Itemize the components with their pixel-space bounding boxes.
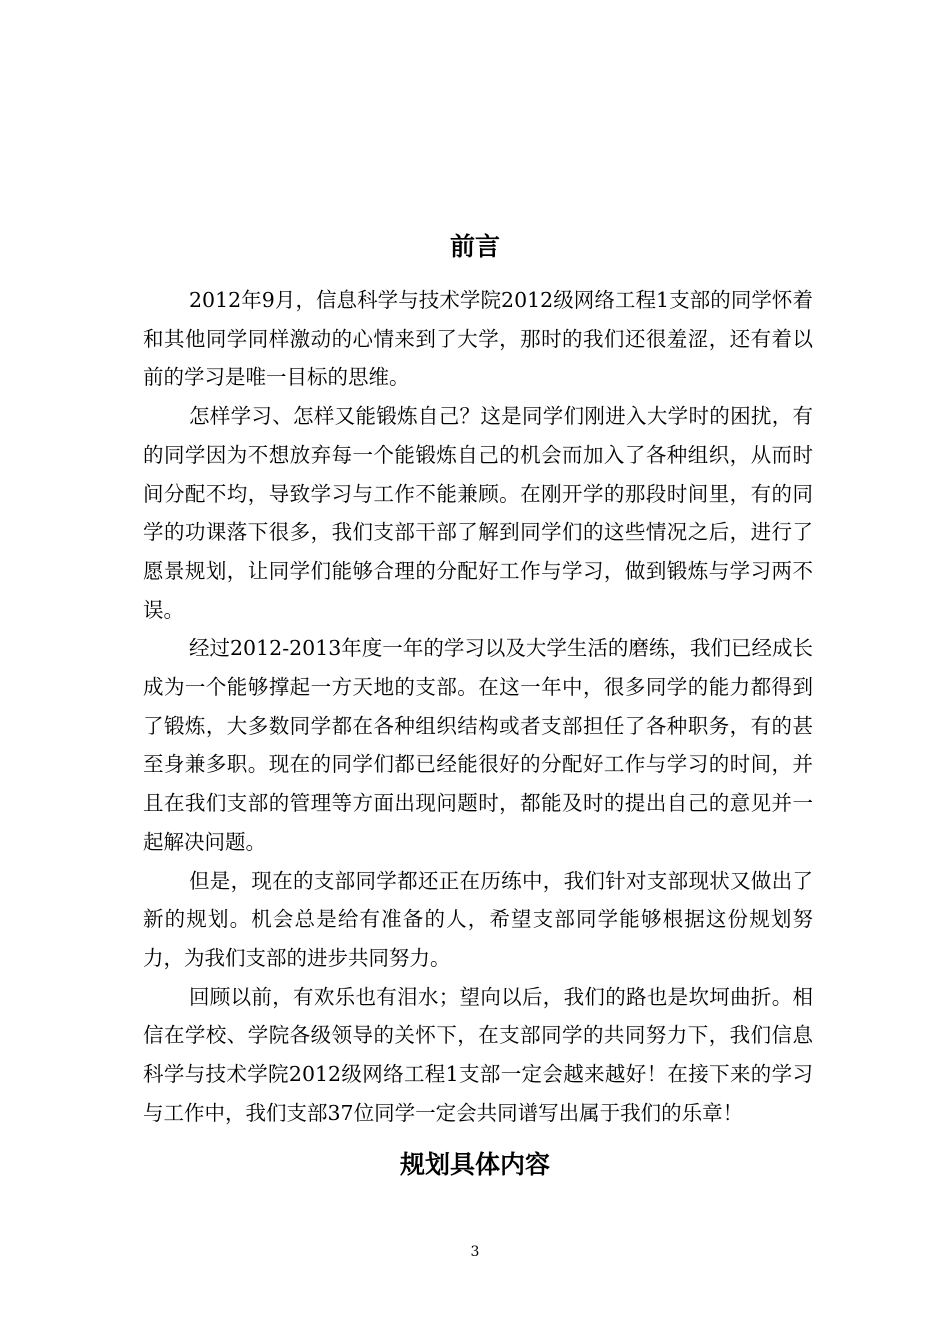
plan-section-title: 规划具体内容 bbox=[399, 1150, 550, 1179]
foreword-paragraph-3: 经过2012-2013年度一年的学习以及大学生活的磨练，我们已经成长成为一个能够撑起一方天地的支部。在这一年中，很多同学的能力都得到了锻炼，大多数同学都在各种组织结构或者支部担任了各种职务，有的甚至身兼多职。现在的同学们都已经能很好的分配好工作与学习的时间，并且在我们支部的管理等方面出现问题时，都能及时的提出自己的意见并一起解决问题。 bbox=[143, 636, 813, 854]
foreword-paragraph-5: 回顾以前，有欢乐也有泪水；望向以后，我们的路也是坎坷曲折。相信在学校、学院各级领导的关怀下，在支部同学的共同努力下，我们信息科学与技术学院2012级网络工程1支部一定会越来越好！在接下来的学习与工作中，我们支部37位同学一定会共同谱写出属于我们的乐章！ bbox=[143, 984, 813, 1125]
foreword-paragraph-2: 怎样学习、怎样又能锻炼自己？这是同学们刚进入大学时的困扰，有的同学因为不想放弃每一个能锻炼自己的机会而加入了各种组织，从而时间分配不均，导致学习与工作不能兼顾。在刚开学的那段时间里，有的同学的功课落下很多，我们支部干部了解到同学们的这些情况之后，进行了愿景规划，让同学们能够合理的分配好工作与学习，做到锻炼与学习两不误。 bbox=[143, 404, 813, 622]
page-number: 3 bbox=[470, 1244, 480, 1260]
foreword-paragraph-4: 但是，现在的支部同学都还正在历练中，我们针对支部现状又做出了新的规划。机会总是给有准备的人，希望支部同学能够根据这份规划努力，为我们支部的进步共同努力。 bbox=[143, 868, 813, 970]
foreword-paragraph-1: 2012年9月，信息科学与技术学院2012级网络工程1支部的同学怀着和其他同学同样激动的心情来到了大学，那时的我们还很羞涩，还有着以前的学习是唯一目标的思维。 bbox=[143, 288, 813, 390]
foreword-body bbox=[143, 281, 813, 1132]
foreword-title: 前言 bbox=[449, 232, 500, 261]
